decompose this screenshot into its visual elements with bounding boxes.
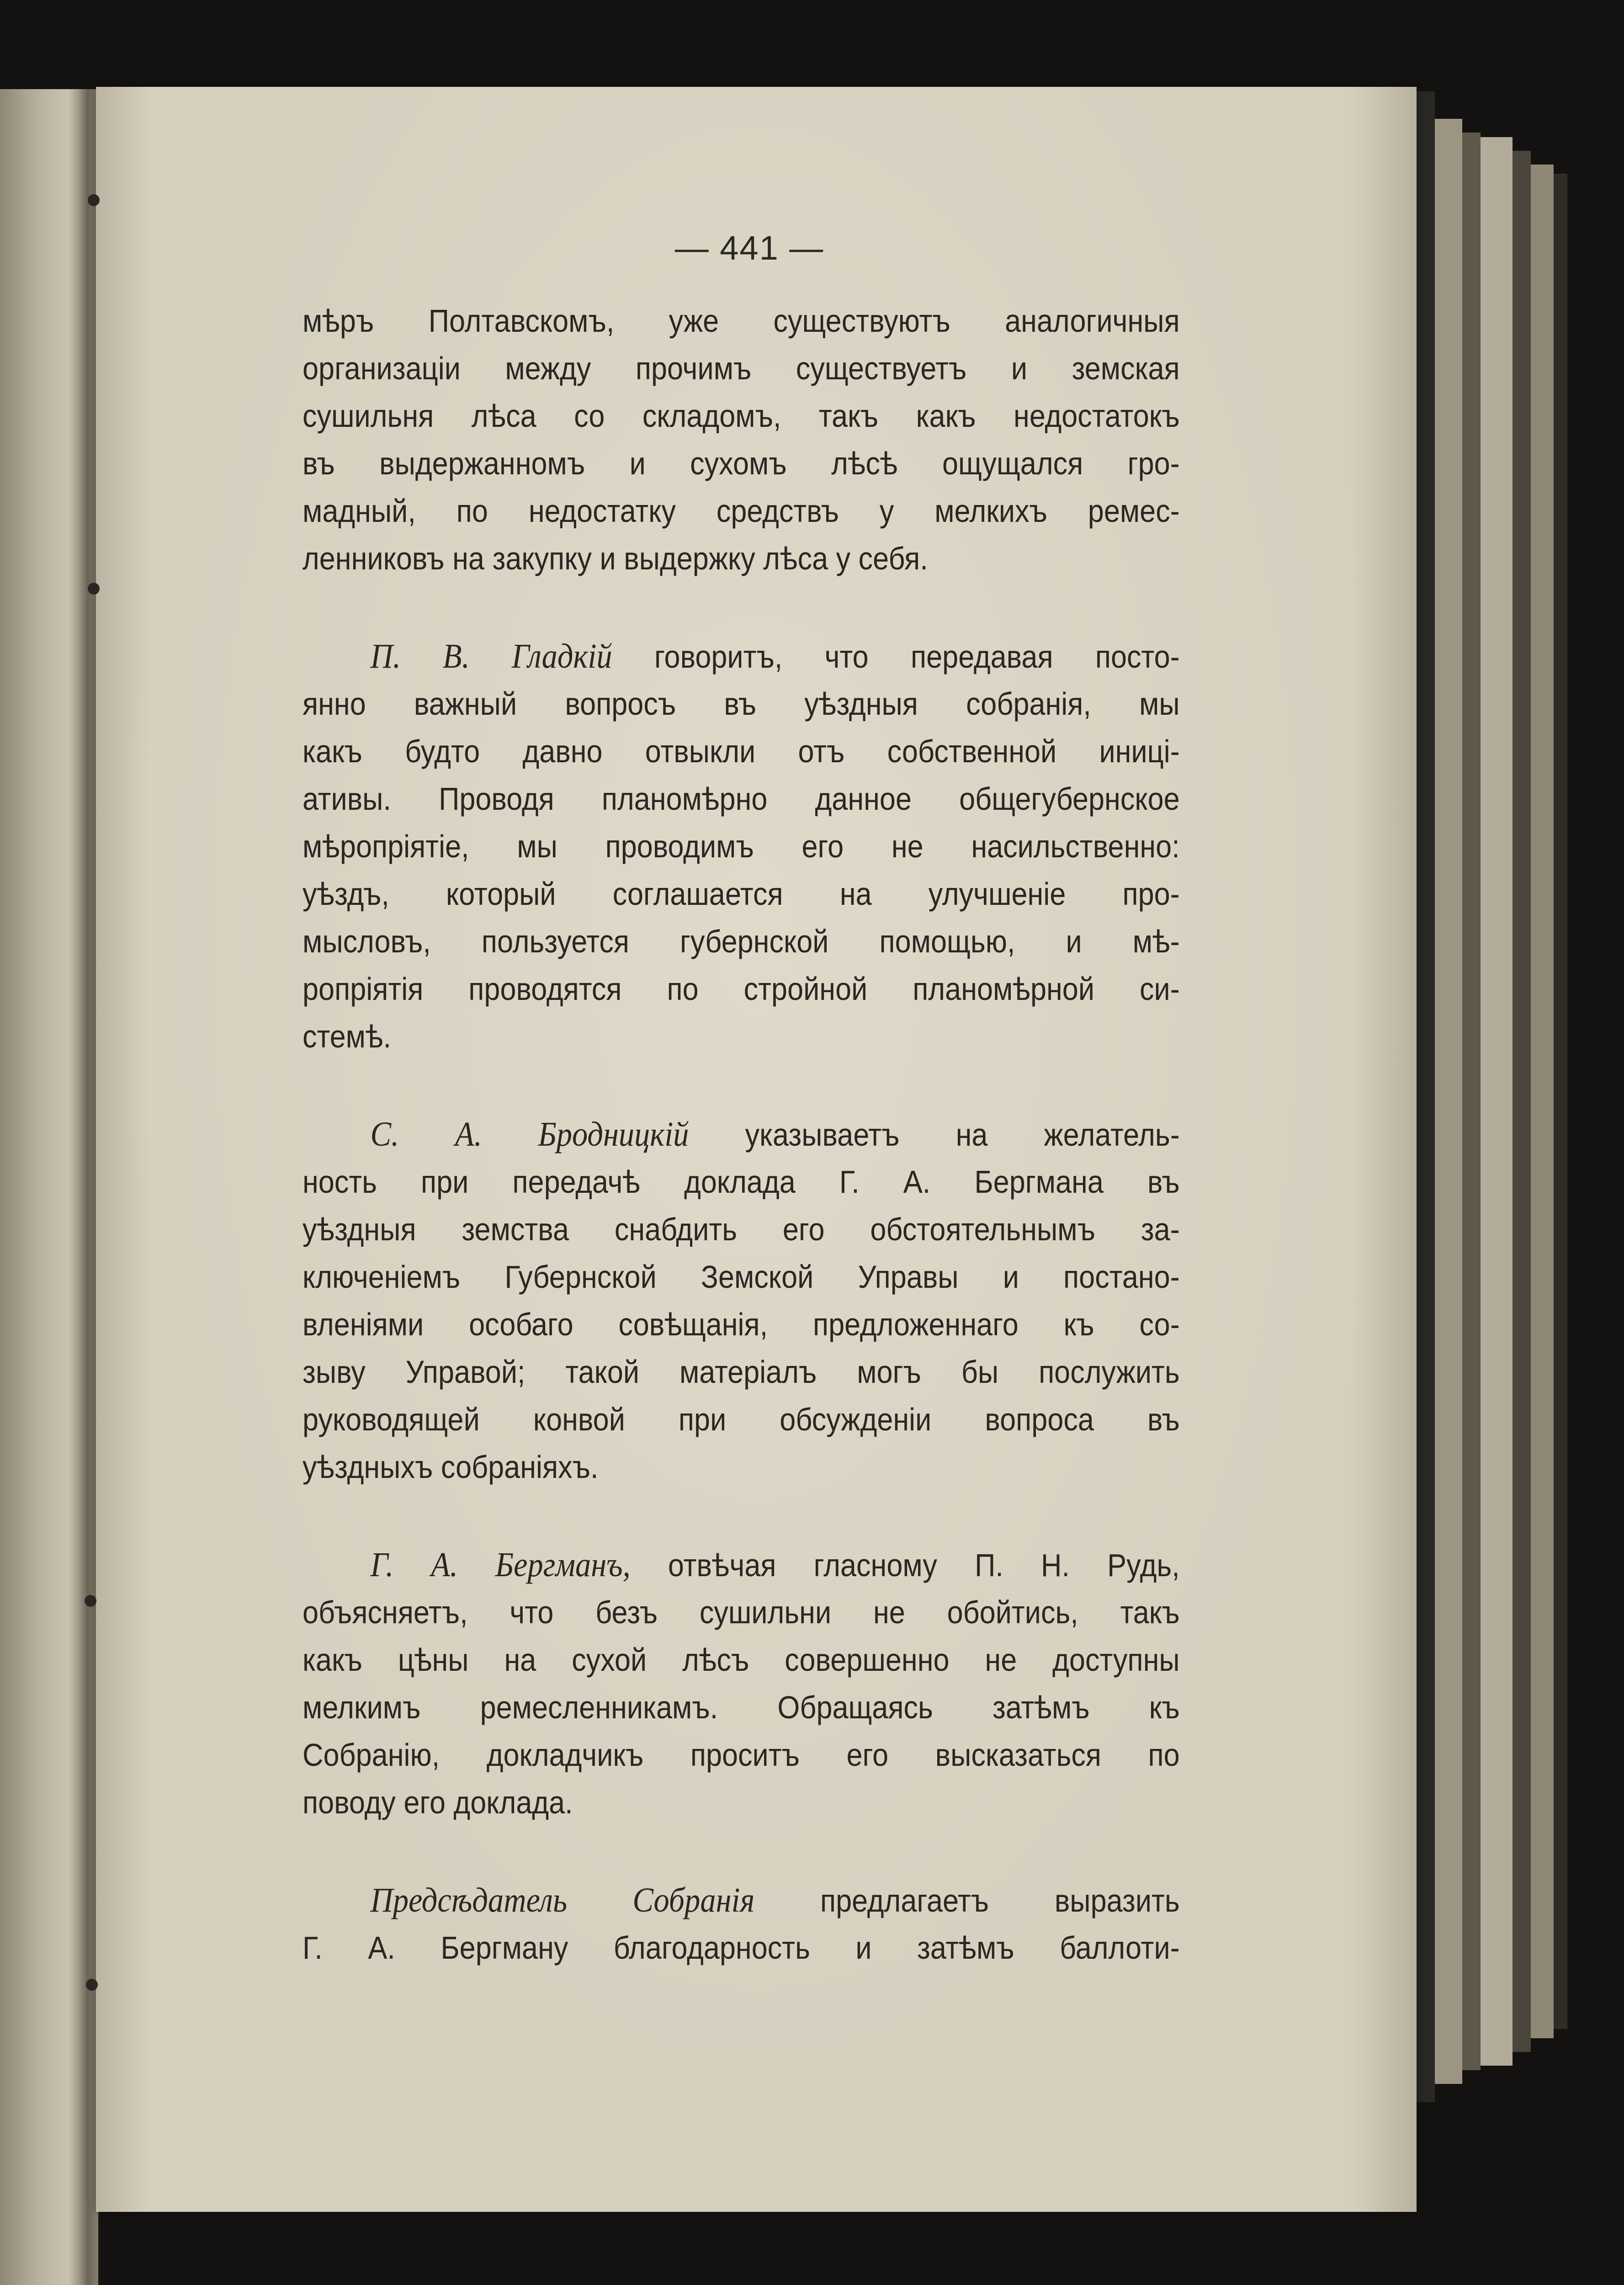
binding-thread-mark: [88, 583, 100, 595]
text-fragment: указываетъ на желатель-: [745, 1117, 1180, 1153]
text-line: какъ цѣны на сухой лѣсъ совершенно не доступны: [303, 1642, 1180, 1678]
page-number: — 441 —: [674, 229, 824, 267]
paragraph-5: [303, 1876, 1180, 1971]
book-edge: [1554, 174, 1567, 2029]
text-line: вленіями особаго совѣщанія, предложеннаго къ со-: [303, 1307, 1180, 1342]
text-line: мелкимъ ремесленникамъ. Обращаясь затѣмъ къ: [303, 1690, 1180, 1725]
text-line: ключеніемъ Губернской Земской Управы и постано-: [303, 1259, 1180, 1295]
book-edge: [1462, 133, 1481, 2070]
text-line: какъ будто давно отвыкли отъ собственной иниці-: [303, 733, 1180, 769]
speaker-line: [303, 1541, 1180, 1589]
body-text: [303, 297, 1180, 1971]
text-fragment: отвѣчая гласному П. Н. Рудь,: [668, 1547, 1180, 1583]
text-line: мѣропріятіе, мы проводимъ его не насильственно:: [303, 829, 1180, 864]
text-line: объясняетъ, что безъ сушильни не обойтись, такъ: [303, 1594, 1180, 1630]
speaker-name: Предсѣдатель Собранія: [370, 1881, 755, 1919]
text-line: руководящей конвой при обсужденіи вопроса въ: [303, 1402, 1180, 1437]
text-line: ативы. Проводя планомѣрно данное общегубернское: [303, 781, 1180, 817]
speaker-line: [303, 1876, 1180, 1924]
text-fragment: говоритъ, что передавая посто-: [654, 639, 1180, 675]
binding-thread-mark: [86, 1979, 98, 1991]
text-line: поводу его доклада.: [303, 1785, 573, 1820]
speaker-name: П. В. Гладкій: [370, 637, 612, 675]
speaker-name: С. А. Бродницкій: [370, 1115, 689, 1153]
book-edge: [1435, 119, 1462, 2084]
speaker-name: Г. А. Бергманъ,: [370, 1546, 631, 1584]
paragraph-1: [303, 297, 1180, 582]
binding-thread-mark: [88, 194, 100, 206]
text-line: ность при передачѣ доклада Г. А. Бергмана въ: [303, 1164, 1180, 1200]
text-line: сушильня лѣса со складомъ, такъ какъ недостатокъ: [303, 398, 1180, 434]
text-line: зыву Управой; такой матеріалъ могъ бы послужить: [303, 1354, 1180, 1390]
text-line: въ выдержанномъ и сухомъ лѣсѣ ощущался гро-: [303, 446, 1180, 481]
text-line: организаціи между прочимъ существуетъ и земская: [303, 351, 1180, 386]
speaker-line: [303, 1111, 1180, 1158]
binding-thread-mark: [85, 1595, 96, 1607]
text-fragment: предлагаетъ выразить: [820, 1883, 1180, 1918]
paragraph-2: [303, 632, 1180, 1060]
text-line: Собранію, докладчикъ проситъ его высказаться по: [303, 1737, 1180, 1773]
text-line: мѣръ Полтавскомъ, уже существуютъ аналогичныя: [303, 303, 1180, 339]
paragraph-4: [303, 1541, 1180, 1826]
text-line: ленниковъ на закупку и выдержку лѣса у себя.: [303, 541, 928, 576]
text-line: уѣздъ, который соглашается на улучшеніе про-: [303, 876, 1180, 912]
book-edge: [1481, 137, 1513, 2066]
speaker-line: [303, 632, 1180, 680]
text-line: янно важный вопросъ въ уѣздныя собранія, мы: [303, 686, 1180, 722]
book-edge: [1531, 165, 1554, 2038]
text-line: стемѣ.: [303, 1019, 392, 1054]
text-line: уѣздныя земства снабдить его обстоятельнымъ за-: [303, 1212, 1180, 1247]
text-line: уѣздныхъ собраніяхъ.: [303, 1449, 599, 1485]
text-line: ропріятія проводятся по стройной планомѣрной си-: [303, 971, 1180, 1007]
text-line: мысловъ, пользуется губернской помощью, и мѣ-: [303, 924, 1180, 959]
text-line: мадный, по недостатку средствъ у мелкихъ ремес-: [303, 493, 1180, 529]
book-edge: [1513, 151, 1531, 2052]
book-edge: [1417, 91, 1435, 2102]
text-line: Г. А. Бергману благодарность и затѣмъ баллоти-: [303, 1930, 1180, 1966]
paragraph-3: [303, 1111, 1180, 1491]
